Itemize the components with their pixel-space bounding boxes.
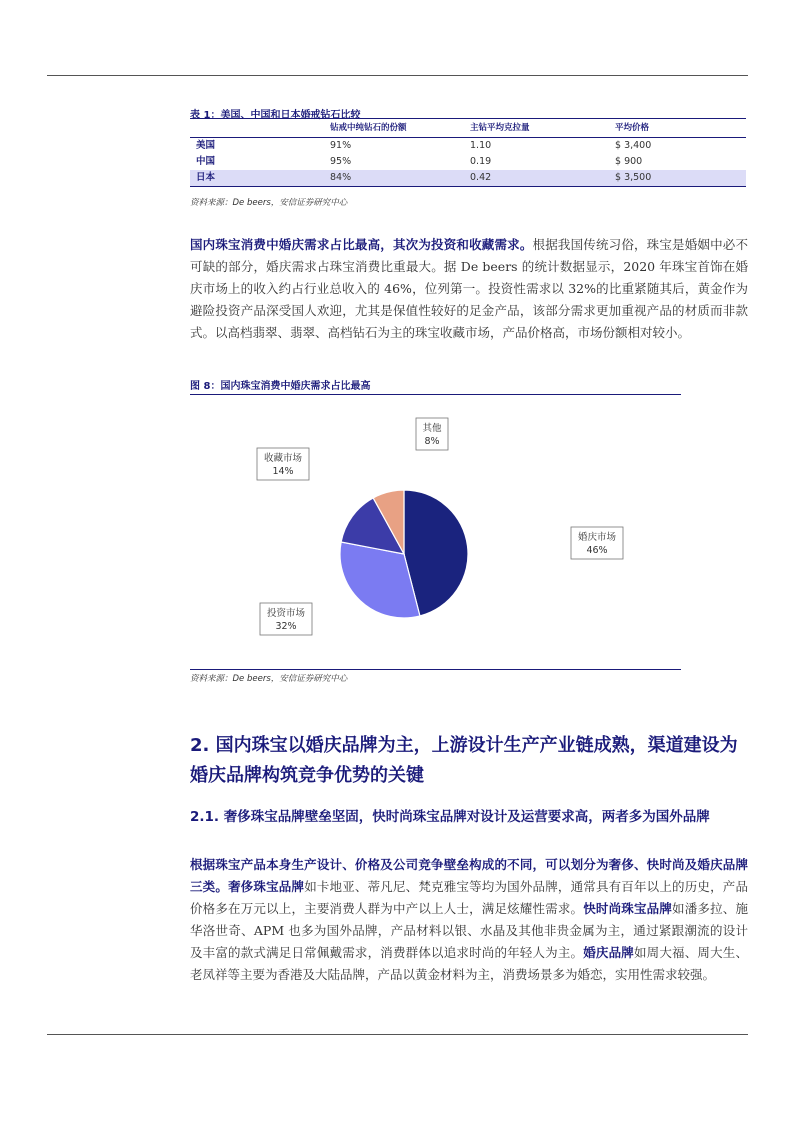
table-header-cell: 主钻平均克拉量 xyxy=(470,119,615,138)
paragraph-brand-types xyxy=(190,854,748,986)
pie-label-value: 8% xyxy=(424,436,440,447)
section-heading-2: 2. 国内珠宝以婚庆品牌为主，上游设计生产产业链成熟，渠道建设为婚庆品牌构筑竞争优势的关键 xyxy=(190,735,738,786)
table-cell: 91% xyxy=(330,140,352,151)
table-header-cell xyxy=(190,119,330,138)
header-rule xyxy=(47,75,748,76)
figure-rule-bottom xyxy=(190,669,681,670)
term-luxury: 奢侈珠宝品牌 xyxy=(228,879,305,894)
pie-label-value: 46% xyxy=(586,545,608,556)
table-row xyxy=(190,170,746,187)
table-row xyxy=(190,138,746,155)
table-cell: 84% xyxy=(330,170,470,187)
table-header-cell: 平均价格 xyxy=(615,119,746,138)
pie-label-name: 投资市场 xyxy=(266,608,306,619)
pie-label-value: 14% xyxy=(272,466,294,477)
figure-caption: 图 8：国内珠宝消费中婚庆需求占比最高 xyxy=(190,381,371,392)
table-source-note: 资料来源：De beers，安信证券研究中心 xyxy=(190,198,348,208)
pie-label-name: 收藏市场 xyxy=(263,453,303,464)
table-cell: 1.10 xyxy=(470,140,492,151)
table-caption: 表 1：美国、中国和日本婚戒钻石比较 xyxy=(190,110,361,121)
paragraph-body: 如周大福、周大生、老凤祥等主要为香港及大陆品牌，产品以黄金材料为主，消费场景多为婚恋，实用性需求较强。 xyxy=(190,945,748,982)
table-cell: 日本 xyxy=(190,170,330,187)
paragraph-body: 如潘多拉、施华洛世奇、APM 也多为国外品牌，产品材料以银、水晶及其他非贵金属为主，通过紧跟潮流的设计及丰富的款式满足日常佩戴需求，消费群体以追求时尚的年轻人为主。 xyxy=(190,901,748,960)
table-cell: 美国 xyxy=(196,140,216,151)
term-wedding: 婚庆品牌 xyxy=(583,945,634,960)
figure-rule-top xyxy=(190,394,681,395)
table-cell: $ 3,500 xyxy=(615,170,746,187)
comparison-table xyxy=(190,118,746,187)
paragraph-lead: 国内珠宝消费中婚庆需求占比最高，其次为投资和收藏需求。 xyxy=(190,237,533,252)
figure-source-note: 资料来源：De beers，安信证券研究中心 xyxy=(190,674,348,684)
footer-rule xyxy=(47,1034,748,1035)
table-cell: $ 3,400 xyxy=(615,140,652,151)
table-header-row xyxy=(190,119,746,138)
paragraph-body: 根据我国传统习俗，珠宝是婚姻中必不可缺的部分，婚庆需求占珠宝消费比重最大。据 De beers 的统计数据显示，2020 年珠宝首饰在婚庆市场上的收入约占行业总收入的 46%，位列第一。投资性需求以 32%的比重紧随其后，黄金作为避险投资产品深受国人欢迎，尤其是保值性较好的足金产品，该部分需求更加重视产品的材质而非款式。以高档翡翠、翡翠、高档钻石为主的珠宝收藏市场，产品价格高，市场份额相对较小。 xyxy=(190,237,748,340)
paragraph-body: 如卡地亚、蒂凡尼、梵克雅宝等均为国外品牌，通常具有百年以上的历史，产品价格多在万元以上，主要消费人群为中产以上人士，满足炫耀性需求。 xyxy=(190,879,748,916)
table-cell: 95% xyxy=(330,156,352,167)
pie-label-name: 其他 xyxy=(422,423,442,434)
table-cell: 0.42 xyxy=(470,170,615,187)
table-row xyxy=(190,154,746,170)
section-heading-2-1: 2.1. 奢侈珠宝品牌壁垒坚固，快时尚珠宝品牌对设计及运营要求高，两者多为国外品牌 xyxy=(190,809,710,825)
table-cell: 0.19 xyxy=(470,156,492,167)
term-fast-fashion: 快时尚珠宝品牌 xyxy=(583,901,673,916)
pie-chart xyxy=(190,396,681,668)
paragraph-lead: 根据珠宝产品本身生产设计、价格及公司竞争壁垒构成的不同，可以划分为奢侈、快时尚及婚庆品牌三类。 xyxy=(190,857,748,894)
pie-label-name: 婚庆市场 xyxy=(577,532,617,543)
table-cell: $ 900 xyxy=(615,156,643,167)
paragraph-market-share xyxy=(190,234,748,344)
pie-label-value: 32% xyxy=(275,621,297,632)
table-cell: 中国 xyxy=(196,156,216,167)
table-header-cell: 钻戒中纯钻石的份额 xyxy=(330,119,470,138)
